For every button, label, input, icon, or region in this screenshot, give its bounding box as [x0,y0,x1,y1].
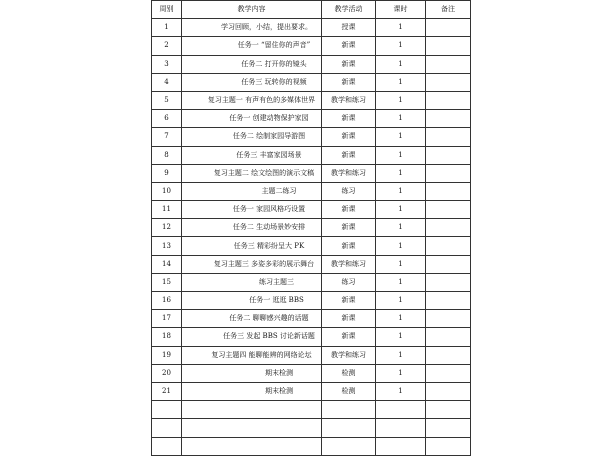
cell-activity: 新课 [322,128,376,146]
cell-activity: 新课 [322,73,376,91]
cell-activity: 新课 [322,146,376,164]
cell-activity: 练习 [322,182,376,200]
cell-note [426,201,471,219]
table-row [152,55,471,73]
cell-week: 18 [152,328,182,346]
cell-week: 7 [152,128,182,146]
cell-hours: 1 [376,146,426,164]
cell-note [426,419,471,437]
cell-week: 16 [152,292,182,310]
table-row [152,19,471,37]
cell-content: 任务一 家园风格巧设置 [182,201,322,219]
cell-note [426,182,471,200]
cell-note [426,55,471,73]
cell-note [426,237,471,255]
cell-hours: 1 [376,19,426,37]
cell-content: 学习回顾，小结，提出要求。 [182,19,322,37]
cell-hours [376,401,426,419]
table-row [152,328,471,346]
table-row [152,128,471,146]
cell-hours: 1 [376,237,426,255]
cell-activity: 新课 [322,310,376,328]
cell-content: 期末检测 [182,364,322,382]
cell-week: 14 [152,255,182,273]
cell-week [152,437,182,455]
cell-week: 15 [152,273,182,291]
cell-hours: 1 [376,292,426,310]
cell-content: 任务一 “留住你的声音” [182,37,322,55]
cell-note [426,273,471,291]
cell-content: 复习主题四 能聊能辨的网络论坛 [182,346,322,364]
cell-content: 任务一 创建动物保护家园 [182,110,322,128]
cell-content: 复习主题二 绘文绘图的演示文稿 [182,164,322,182]
table-row [152,273,471,291]
cell-hours: 1 [376,182,426,200]
cell-hours: 1 [376,164,426,182]
table-row [152,346,471,364]
cell-week: 19 [152,346,182,364]
cell-hours: 1 [376,37,426,55]
cell-content: 主题二练习 [182,182,322,200]
table-body [152,19,471,456]
cell-week: 3 [152,55,182,73]
cell-hours: 1 [376,346,426,364]
cell-hours: 1 [376,55,426,73]
cell-content: 期末检测 [182,382,322,400]
cell-content [182,419,322,437]
cell-content: 任务二 生动场景妙安排 [182,219,322,237]
cell-note [426,364,471,382]
table-row [152,401,471,419]
header-content: 教学内容 [182,1,322,19]
cell-activity: 教学和练习 [322,346,376,364]
table-row [152,182,471,200]
cell-activity: 检测 [322,364,376,382]
header-week: 周别 [152,1,182,19]
cell-week: 17 [152,310,182,328]
cell-note [426,382,471,400]
cell-activity: 新课 [322,328,376,346]
cell-week: 20 [152,364,182,382]
cell-hours: 1 [376,328,426,346]
table-row [152,292,471,310]
cell-content [182,401,322,419]
cell-activity: 教学和练习 [322,255,376,273]
cell-content: 任务三 精彩纷呈大 PK [182,237,322,255]
cell-content [182,437,322,455]
cell-content: 任务二 打开你的镜头 [182,55,322,73]
cell-note [426,19,471,37]
cell-content: 任务三 丰富家园场景 [182,146,322,164]
schedule-table [151,0,471,456]
cell-content: 任务二 聊聊感兴趣的话题 [182,310,322,328]
cell-activity [322,419,376,437]
cell-content: 任务三 发起 BBS 讨论新话题 [182,328,322,346]
cell-hours [376,437,426,455]
cell-week [152,401,182,419]
table-row [152,146,471,164]
cell-week: 13 [152,237,182,255]
cell-activity: 新课 [322,37,376,55]
cell-note [426,401,471,419]
cell-week: 21 [152,382,182,400]
header-activity: 教学活动 [322,1,376,19]
cell-hours: 1 [376,73,426,91]
cell-content: 复习主题一 有声有色的多媒体世界 [182,91,322,109]
cell-hours: 1 [376,110,426,128]
cell-content: 任务二 绘制家园导游图 [182,128,322,146]
table-row [152,237,471,255]
table-row [152,91,471,109]
cell-note [426,164,471,182]
cell-week: 9 [152,164,182,182]
cell-hours: 1 [376,91,426,109]
cell-note [426,346,471,364]
cell-note [426,437,471,455]
cell-week: 8 [152,146,182,164]
cell-note [426,255,471,273]
cell-hours: 1 [376,310,426,328]
cell-note [426,219,471,237]
cell-activity: 新课 [322,237,376,255]
cell-hours: 1 [376,382,426,400]
table-row [152,437,471,455]
cell-hours [376,419,426,437]
table-row [152,164,471,182]
header-hours: 课时 [376,1,426,19]
cell-activity: 授课 [322,19,376,37]
cell-note [426,110,471,128]
cell-content: 任务三 玩转你的视频 [182,73,322,91]
cell-hours: 1 [376,255,426,273]
cell-activity: 练习 [322,273,376,291]
cell-activity: 教学和练习 [322,91,376,109]
header-note: 备注 [426,1,471,19]
table-row [152,364,471,382]
cell-week: 5 [152,91,182,109]
cell-week: 10 [152,182,182,200]
cell-content: 练习主题三 [182,273,322,291]
cell-hours: 1 [376,364,426,382]
cell-note [426,310,471,328]
cell-week: 12 [152,219,182,237]
table-row [152,201,471,219]
cell-activity: 新课 [322,110,376,128]
cell-activity [322,437,376,455]
cell-note [426,128,471,146]
cell-hours: 1 [376,128,426,146]
cell-week: 11 [152,201,182,219]
table-row [152,73,471,91]
table-row [152,219,471,237]
cell-week [152,419,182,437]
cell-hours: 1 [376,201,426,219]
cell-activity: 新课 [322,55,376,73]
cell-week: 6 [152,110,182,128]
cell-note [426,37,471,55]
cell-week: 4 [152,73,182,91]
cell-activity: 新课 [322,292,376,310]
table-row [152,310,471,328]
table-row [152,419,471,437]
table-row [152,110,471,128]
cell-activity [322,401,376,419]
cell-note [426,328,471,346]
table-row [152,382,471,400]
cell-content: 复习主题三 多姿多彩的展示舞台 [182,255,322,273]
cell-week: 1 [152,19,182,37]
table-row [152,255,471,273]
cell-hours: 1 [376,219,426,237]
table-row [152,37,471,55]
cell-content: 任务一 逛逛 BBS [182,292,322,310]
cell-week: 2 [152,37,182,55]
cell-activity: 检测 [322,382,376,400]
header-row [152,1,471,19]
cell-note [426,73,471,91]
cell-activity: 教学和练习 [322,164,376,182]
cell-activity: 新课 [322,219,376,237]
cell-activity: 新课 [322,201,376,219]
cell-note [426,292,471,310]
cell-note [426,146,471,164]
cell-note [426,91,471,109]
cell-hours: 1 [376,273,426,291]
